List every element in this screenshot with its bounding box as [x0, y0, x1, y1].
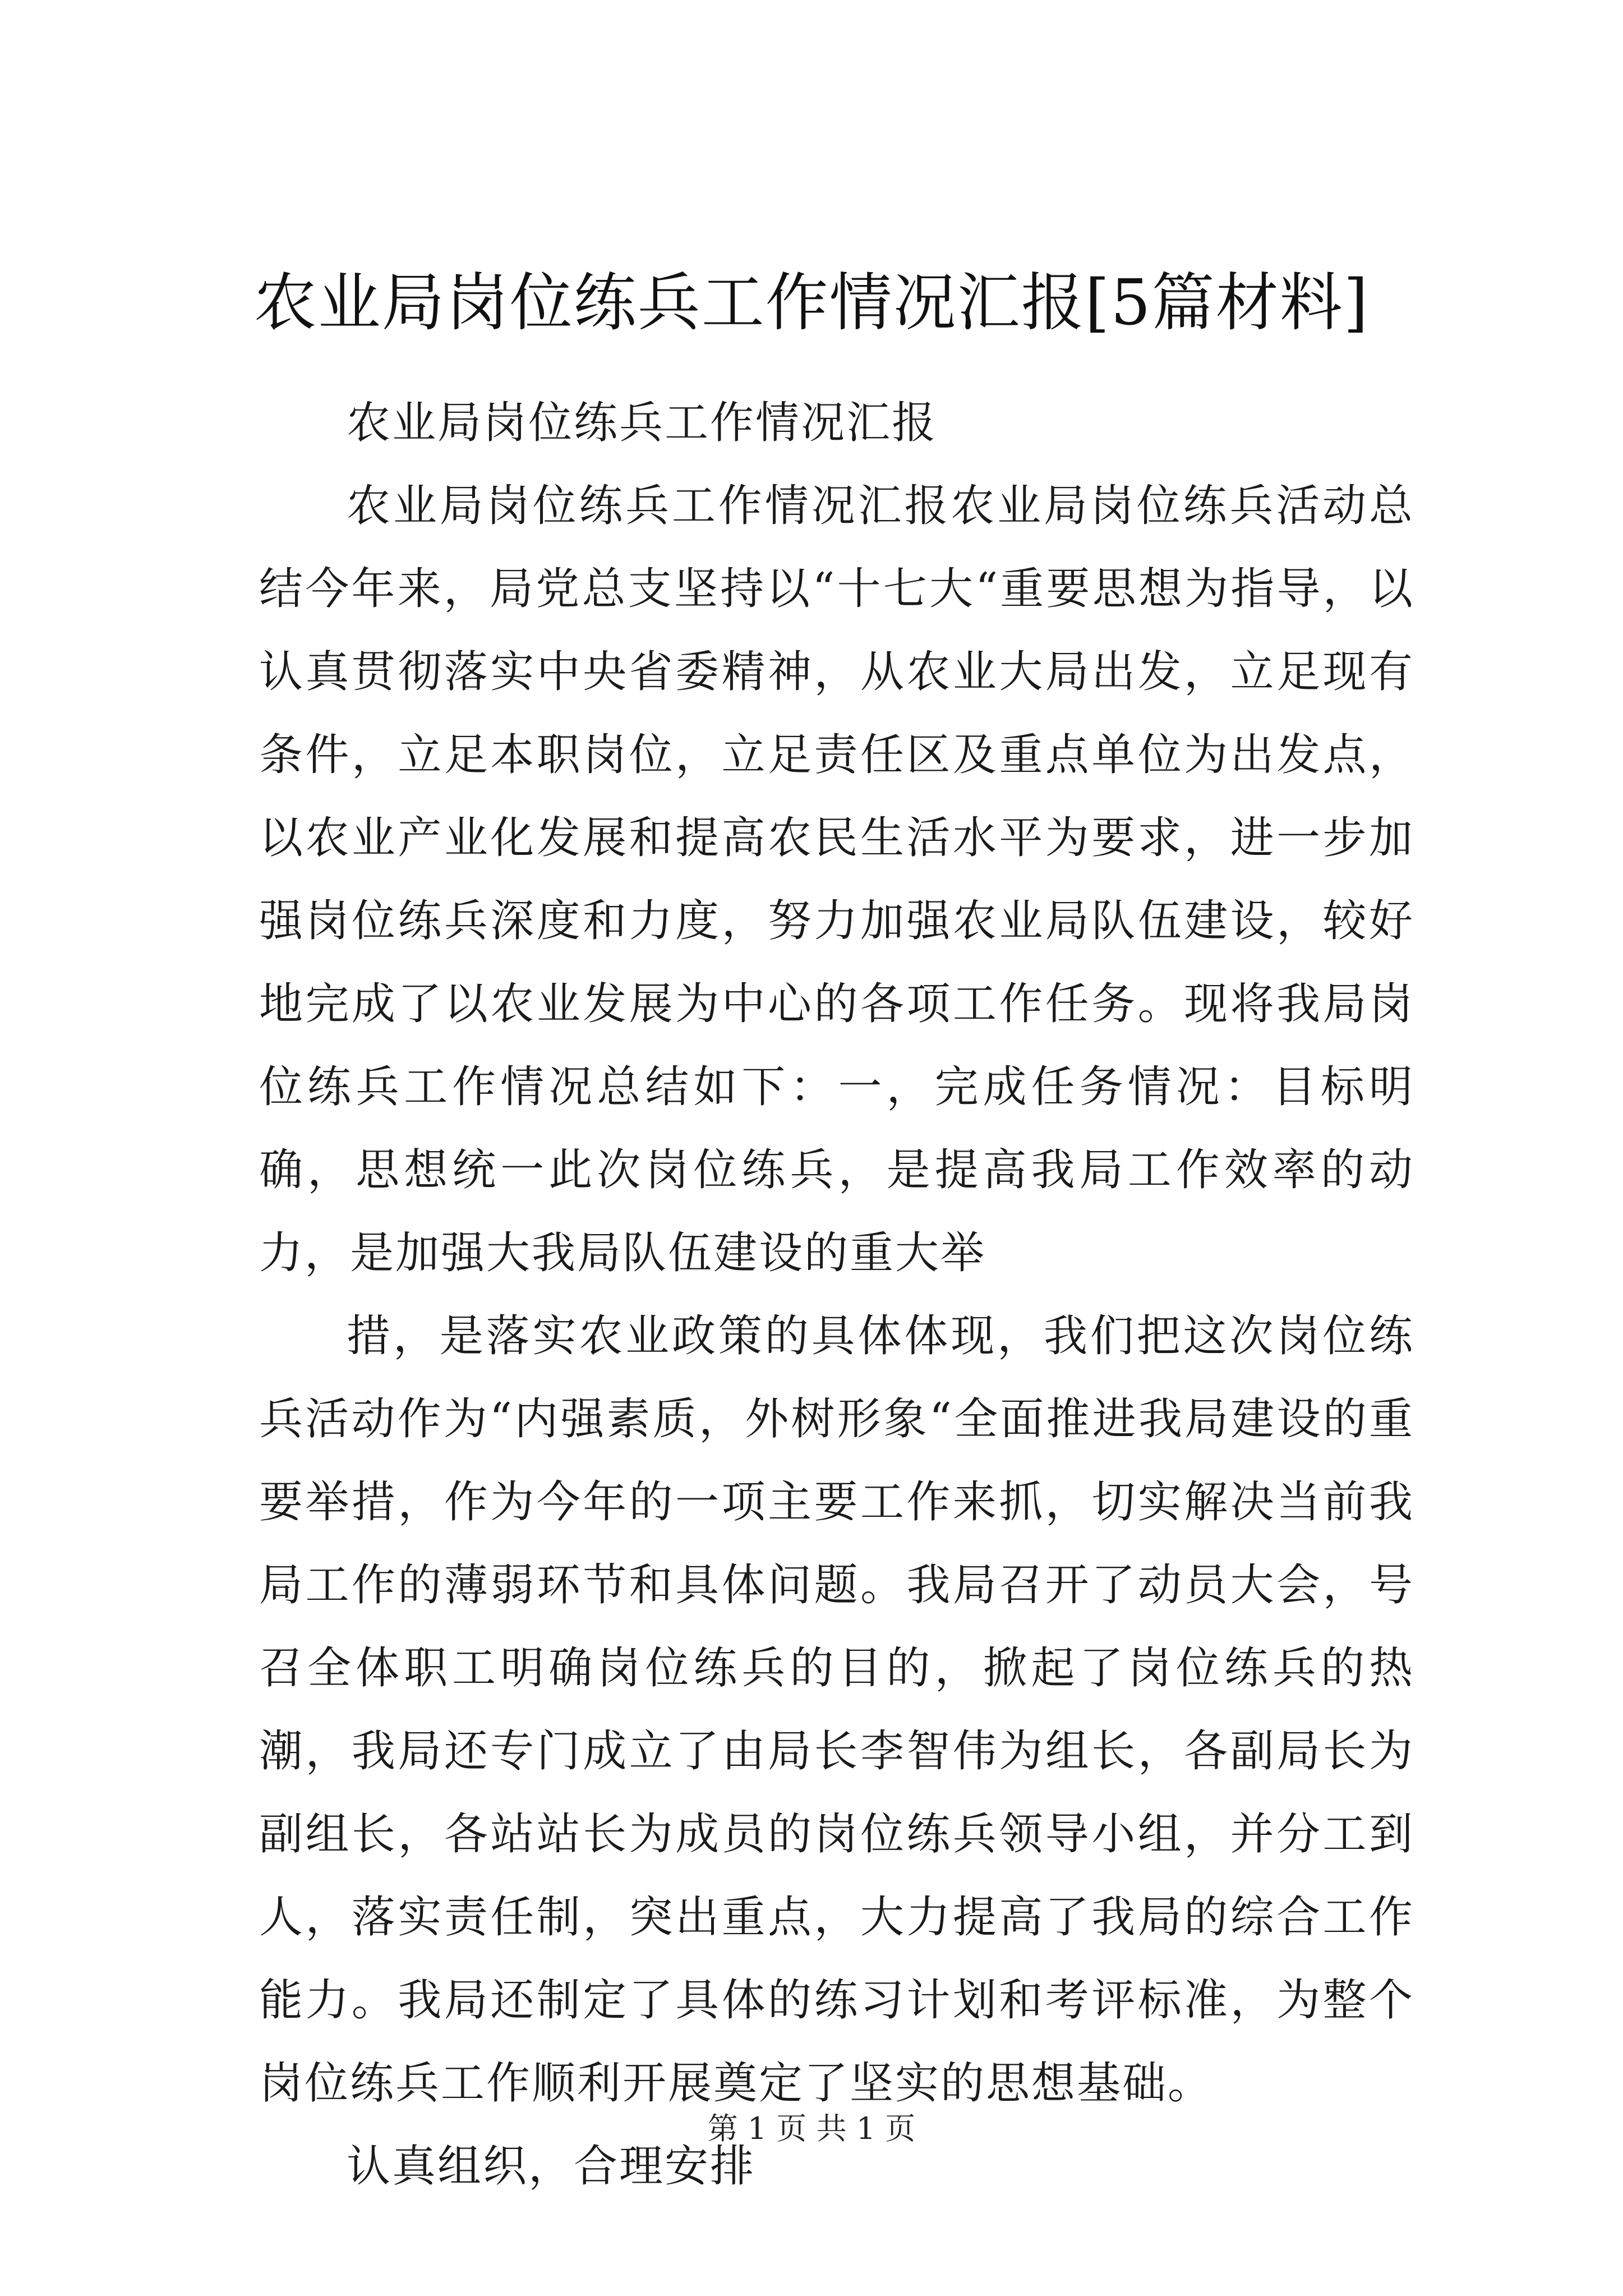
paragraph-1: 农业局岗位练兵工作情况汇报农业局岗位练兵活动总结今年来，局党总支坚持以“十七大“重要思想为指导，以认真贯彻落实中央省委精神，从农业大局出发，立足现有条件，立足本职岗位，立足责任区及重点单位为出发点，以农业产业化发展和提高农民生活水平为要求，进一步加强岗位练兵深度和力度，努力加强农业局队伍建设，较好地完成了以农业发展为中心的各项工作任务。现将我局岗位练兵工作情况总结如下：一，完成任务情况：目标明确，思想统一此次岗位练兵，是提高我局工作效率的动力，是加强大我局队伍建设的重大举 — [259, 481, 1414, 1278]
paragraph-3: 认真组织，合理安排 — [347, 2141, 756, 2192]
document-title: 农业局岗位练兵工作情况汇报[5篇材料] — [253, 266, 1370, 339]
page-footer: 第 1 页 共 1 页 — [707, 2111, 916, 2146]
paragraph-subtitle: 农业局岗位练兵工作情况汇报 — [347, 398, 938, 448]
document-body — [259, 381, 1414, 2208]
paragraph-2: 措，是落实农业政策的具体体现，我们把这次岗位练兵活动作为“内强素质，外树形象“全面推进我局建设的重要举措，作为今年的一项主要工作来抓，切实解决当前我局工作的薄弱环节和具体问题。我局召开了动员大会，号召全体职工明确岗位练兵的目的，掀起了岗位练兵的热潮，我局还专门成立了由局长李智伟为组长，各副局长为副组长，各站站长为成员的岗位练兵领导小组，并分工到人，落实责任制，突出重点，大力提高了我局的综合工作能力。我局还制定了具体的练习计划和考评标准，为整个岗位练兵工作顺利开展奠定了坚实的思想基础。 — [259, 1311, 1414, 2109]
